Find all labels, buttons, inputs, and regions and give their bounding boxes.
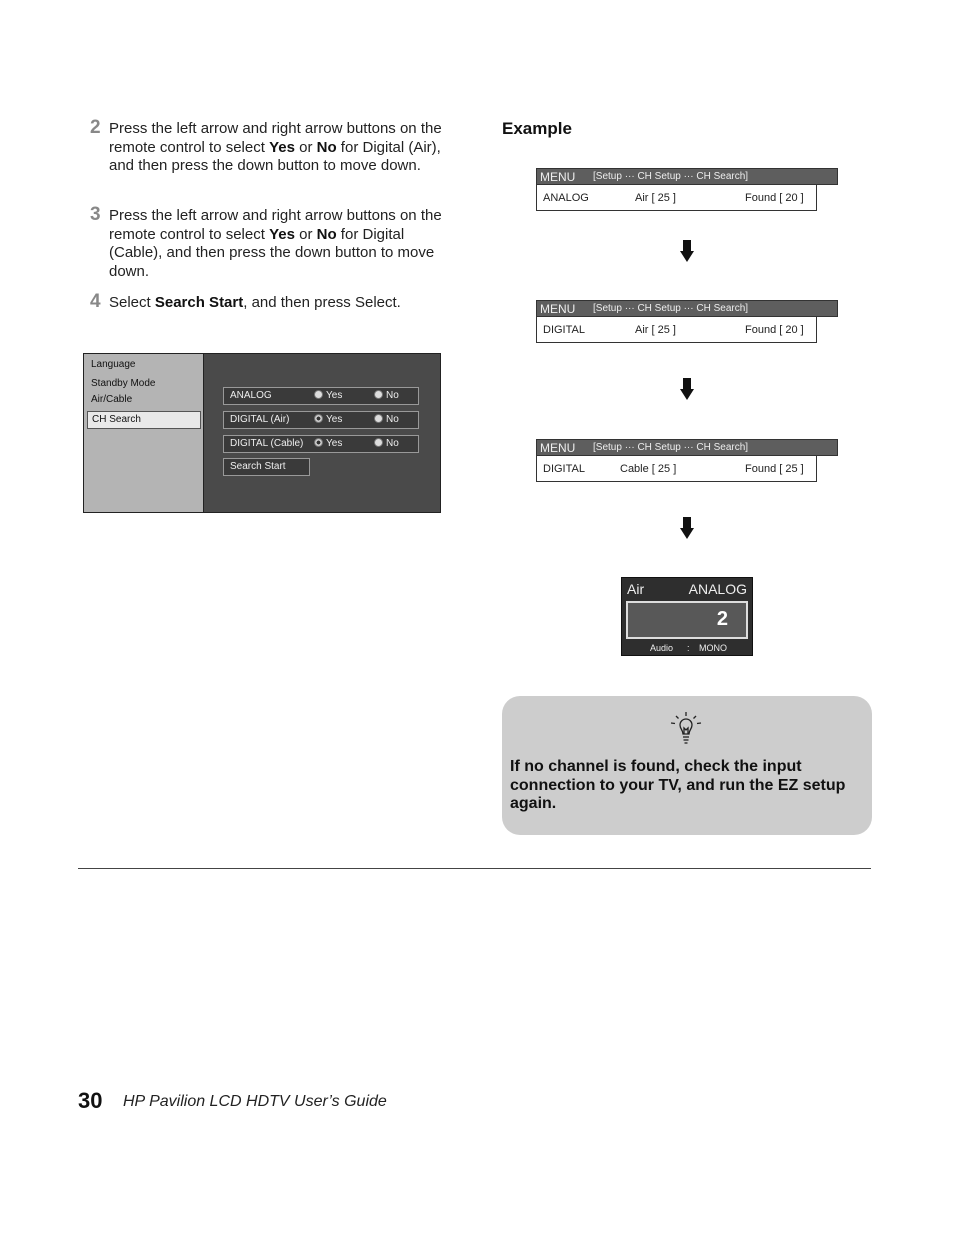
menu-digital-cable-result xyxy=(536,439,838,485)
audio-separator: : xyxy=(687,643,690,653)
down-arrow-icon xyxy=(680,517,694,539)
sidebar-item-label: CH Search xyxy=(92,414,141,425)
menu-body xyxy=(536,184,817,211)
osd-row-digital-air[interactable] xyxy=(223,411,419,429)
no-option[interactable] xyxy=(374,438,399,449)
row-label: DIGITAL (Air) xyxy=(230,414,290,425)
yes-option[interactable] xyxy=(314,414,342,425)
menu-body xyxy=(536,316,817,343)
step-text: Press the left arrow and right arrow buttons on the remote control to select Yes or No for Digital (Air), and then press the down button to move down. xyxy=(109,120,442,175)
sidebar-item-air-cable[interactable]: Air/Cable xyxy=(91,394,133,405)
radio-icon xyxy=(314,390,323,399)
no-option[interactable] xyxy=(374,390,399,401)
search-source: Air [ 25 ] xyxy=(635,324,676,336)
step-number: 3 xyxy=(90,204,101,225)
menu-digital-air-result xyxy=(536,300,838,346)
row-label: DIGITAL (Cable) xyxy=(230,438,304,449)
menu-bar xyxy=(536,300,838,317)
osd-row-analog[interactable] xyxy=(223,387,419,405)
audio-label: Audio xyxy=(650,643,674,653)
channel-number: 2 xyxy=(716,608,728,630)
channel-display xyxy=(621,577,753,656)
tip-box xyxy=(502,696,872,835)
menu-bar xyxy=(536,439,838,456)
audio-value: MONO xyxy=(699,643,727,653)
row-label: ANALOG xyxy=(230,390,272,401)
menu-path: [Setup ··· CH Setup ··· CH Search] xyxy=(593,303,749,314)
radio-icon xyxy=(374,438,383,447)
search-source: Cable [ 25 ] xyxy=(620,463,677,475)
ch-search-osd xyxy=(83,353,441,513)
step-4 xyxy=(90,291,450,313)
radio-selected-icon xyxy=(314,438,323,447)
step-3 xyxy=(90,204,450,281)
sidebar-item-standby-mode[interactable]: Standby Mode xyxy=(91,378,156,389)
sidebar-item-ch-search[interactable] xyxy=(87,411,201,429)
yes-label: Yes xyxy=(326,390,343,401)
yes-label: Yes xyxy=(326,414,343,425)
down-arrow-icon xyxy=(680,378,694,400)
step-number: 4 xyxy=(90,291,101,312)
osd-row-digital-cable[interactable] xyxy=(223,435,419,453)
step-text: Select Search Start, and then press Select. xyxy=(109,294,401,311)
guide-title: HP Pavilion LCD HDTV User’s Guide xyxy=(123,1093,387,1110)
step-2 xyxy=(90,117,450,176)
menu-label: MENU xyxy=(540,170,576,184)
down-arrow-icon xyxy=(680,240,694,262)
menu-label: MENU xyxy=(540,302,576,316)
osd-sidebar xyxy=(84,354,204,512)
radio-selected-icon xyxy=(314,414,323,423)
menu-bar xyxy=(536,168,838,185)
found-count: Found [ 20 ] xyxy=(745,324,804,336)
search-start-button[interactable] xyxy=(223,458,310,476)
yes-option[interactable] xyxy=(314,438,342,449)
footer-divider xyxy=(78,868,871,869)
lightbulb-icon xyxy=(668,709,704,749)
found-count: Found [ 20 ] xyxy=(745,192,804,204)
search-source: Air [ 25 ] xyxy=(635,192,676,204)
channel-type: ANALOG xyxy=(688,581,747,597)
sidebar-item-language[interactable]: Language xyxy=(91,359,136,370)
found-count: Found [ 25 ] xyxy=(745,463,804,475)
search-type: DIGITAL xyxy=(543,463,585,475)
channel-source: Air xyxy=(627,581,645,597)
yes-label: Yes xyxy=(326,438,343,449)
menu-analog-result xyxy=(536,168,838,214)
radio-icon xyxy=(374,414,383,423)
no-label: No xyxy=(386,438,399,449)
menu-label: MENU xyxy=(540,441,576,455)
menu-body xyxy=(536,455,817,482)
channel-screen xyxy=(626,601,748,639)
step-text: Press the left arrow and right arrow buttons on the remote control to select Yes or No for Digital (Cable), and then press the down button to move down. xyxy=(109,207,442,280)
yes-option[interactable] xyxy=(314,390,342,401)
no-label: No xyxy=(386,390,399,401)
no-option[interactable] xyxy=(374,414,399,425)
menu-path: [Setup ··· CH Setup ··· CH Search] xyxy=(593,442,749,453)
page-number: 30 xyxy=(78,1088,103,1113)
no-label: No xyxy=(386,414,399,425)
radio-icon xyxy=(374,390,383,399)
step-number: 2 xyxy=(90,117,101,138)
search-type: DIGITAL xyxy=(543,324,585,336)
search-type: ANALOG xyxy=(543,192,589,204)
menu-path: [Setup ··· CH Setup ··· CH Search] xyxy=(593,171,749,182)
example-heading: Example xyxy=(502,119,572,138)
search-start-label: Search Start xyxy=(230,461,286,472)
tip-text: If no channel is found, check the input connection to your TV, and run the EZ setup again. xyxy=(510,758,846,812)
